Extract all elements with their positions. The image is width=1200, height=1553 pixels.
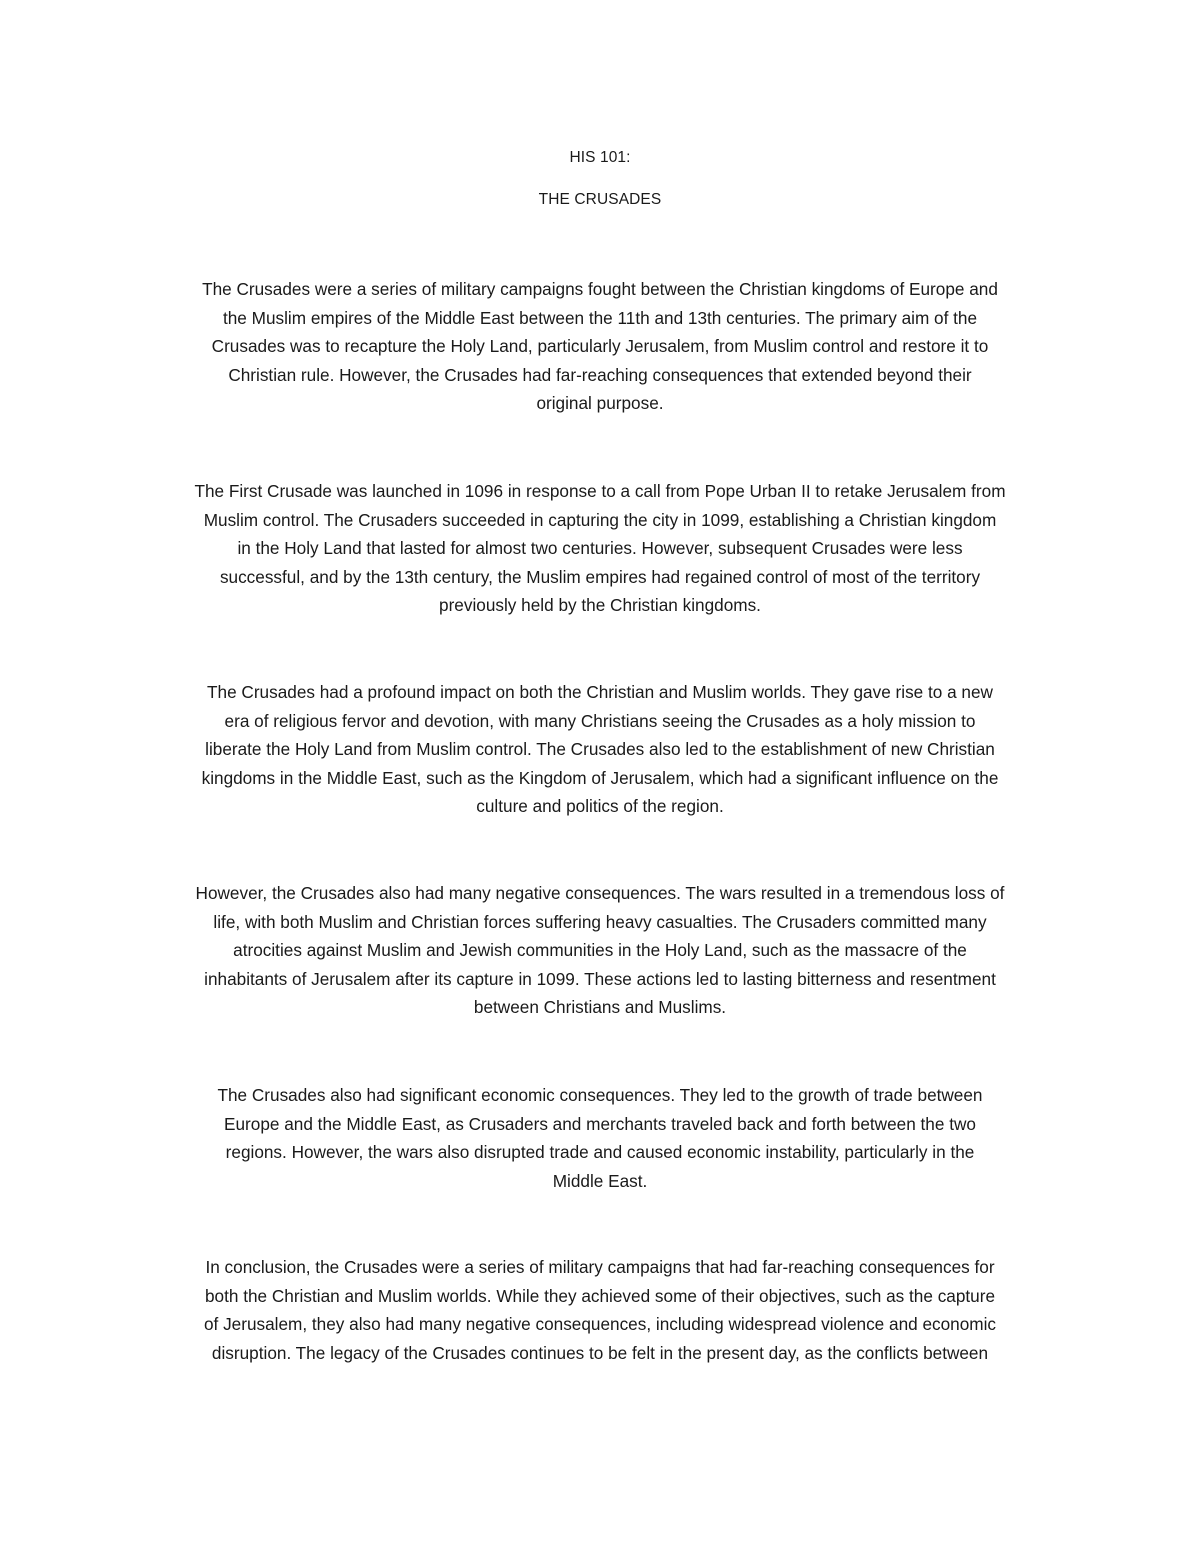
paragraph-line: The First Crusade was launched in 1096 in response to a call from Pope Urban II to retake Jerusalem from — [194, 481, 1006, 501]
paragraph-line: between Christians and Muslims. — [473, 997, 727, 1018]
paragraph-line: Christian rule. However, the Crusades had far-reaching consequences that extended beyond their — [228, 364, 972, 385]
paragraph-conclusion — [125, 1253, 1075, 1367]
paragraph-line: original purpose. — [536, 393, 664, 414]
paragraph-line: Europe and the Middle East, as Crusaders and merchants traveled back and forth between the two — [224, 1113, 976, 1134]
paragraph-line: era of religious fervor and devotion, with many Christians seeing the Crusades as a holy mission to — [224, 710, 976, 731]
paragraph-impact — [125, 678, 1075, 821]
paragraph-introduction — [125, 275, 1075, 418]
paragraph-line: culture and politics of the region. — [476, 796, 724, 817]
paragraph-line: inhabitants of Jerusalem after its capture in 1099. These actions led to lasting bitterness and resentment — [204, 968, 996, 989]
paragraph-line: in the Holy Land that lasted for almost two centuries. However, subsequent Crusades were less — [237, 538, 963, 559]
paragraph-line: Middle East. — [552, 1170, 648, 1191]
paragraph-line: atrocities against Muslim and Jewish communities in the Holy Land, such as the massacre of the — [233, 940, 967, 961]
document-title: THE CRUSADES — [538, 191, 662, 208]
paragraph-line: liberate the Holy Land from Muslim control. The Crusades also led to the establishment of new Christian — [205, 739, 995, 760]
paragraph-line: life, with both Muslim and Christian forces suffering heavy casualties. The Crusaders committed many — [213, 911, 987, 932]
paragraph-line: the Muslim empires of the Middle East between the 11th and 13th centuries. The primary aim of the — [222, 307, 978, 328]
paragraph-negative-consequences — [125, 879, 1075, 1022]
course-code: HIS 101: — [569, 149, 631, 166]
paragraph-line: successful, and by the 13th century, the Muslim empires had regained control of most of the territory — [219, 566, 981, 587]
paragraph-line: In conclusion, the Crusades were a series of military campaigns that had far-reaching consequences for — [205, 1257, 995, 1277]
paragraph-line: of Jerusalem, they also had many negative consequences, including widespread violence and economic — [203, 1314, 997, 1335]
paragraph-line: both the Christian and Muslim worlds. While they achieved some of their objectives, such as the capture — [204, 1285, 996, 1306]
paragraph-line: regions. However, the wars also disrupted trade and caused economic instability, particularly in the — [225, 1142, 975, 1163]
paragraph-first-crusade — [125, 477, 1075, 620]
paragraph-line: kingdoms in the Middle East, such as the Kingdom of Jerusalem, which had a significant influence on the — [201, 767, 999, 788]
paragraph-line: The Crusades had a profound impact on both the Christian and Muslim worlds. They gave rise to a new — [207, 682, 993, 702]
paragraph-line: The Crusades also had significant economic consequences. They led to the growth of trade between — [217, 1085, 983, 1105]
paragraph-economic-consequences — [125, 1081, 1075, 1195]
paragraph-line: disruption. The legacy of the Crusades continues to be felt in the present day, as the conflicts between — [211, 1342, 989, 1363]
paragraph-line: However, the Crusades also had many negative consequences. The wars resulted in a tremendous loss of — [195, 883, 1005, 903]
paragraph-line: previously held by the Christian kingdoms. — [439, 595, 761, 616]
paragraph-line: Crusades was to recapture the Holy Land, particularly Jerusalem, from Muslim control and restore it to — [211, 336, 989, 357]
paragraph-line: Muslim control. The Crusaders succeeded in capturing the city in 1099, establishing a Christian kingdom — [203, 509, 997, 530]
paragraph-line: The Crusades were a series of military campaigns fought between the Christian kingdoms of Europe and — [202, 279, 998, 299]
